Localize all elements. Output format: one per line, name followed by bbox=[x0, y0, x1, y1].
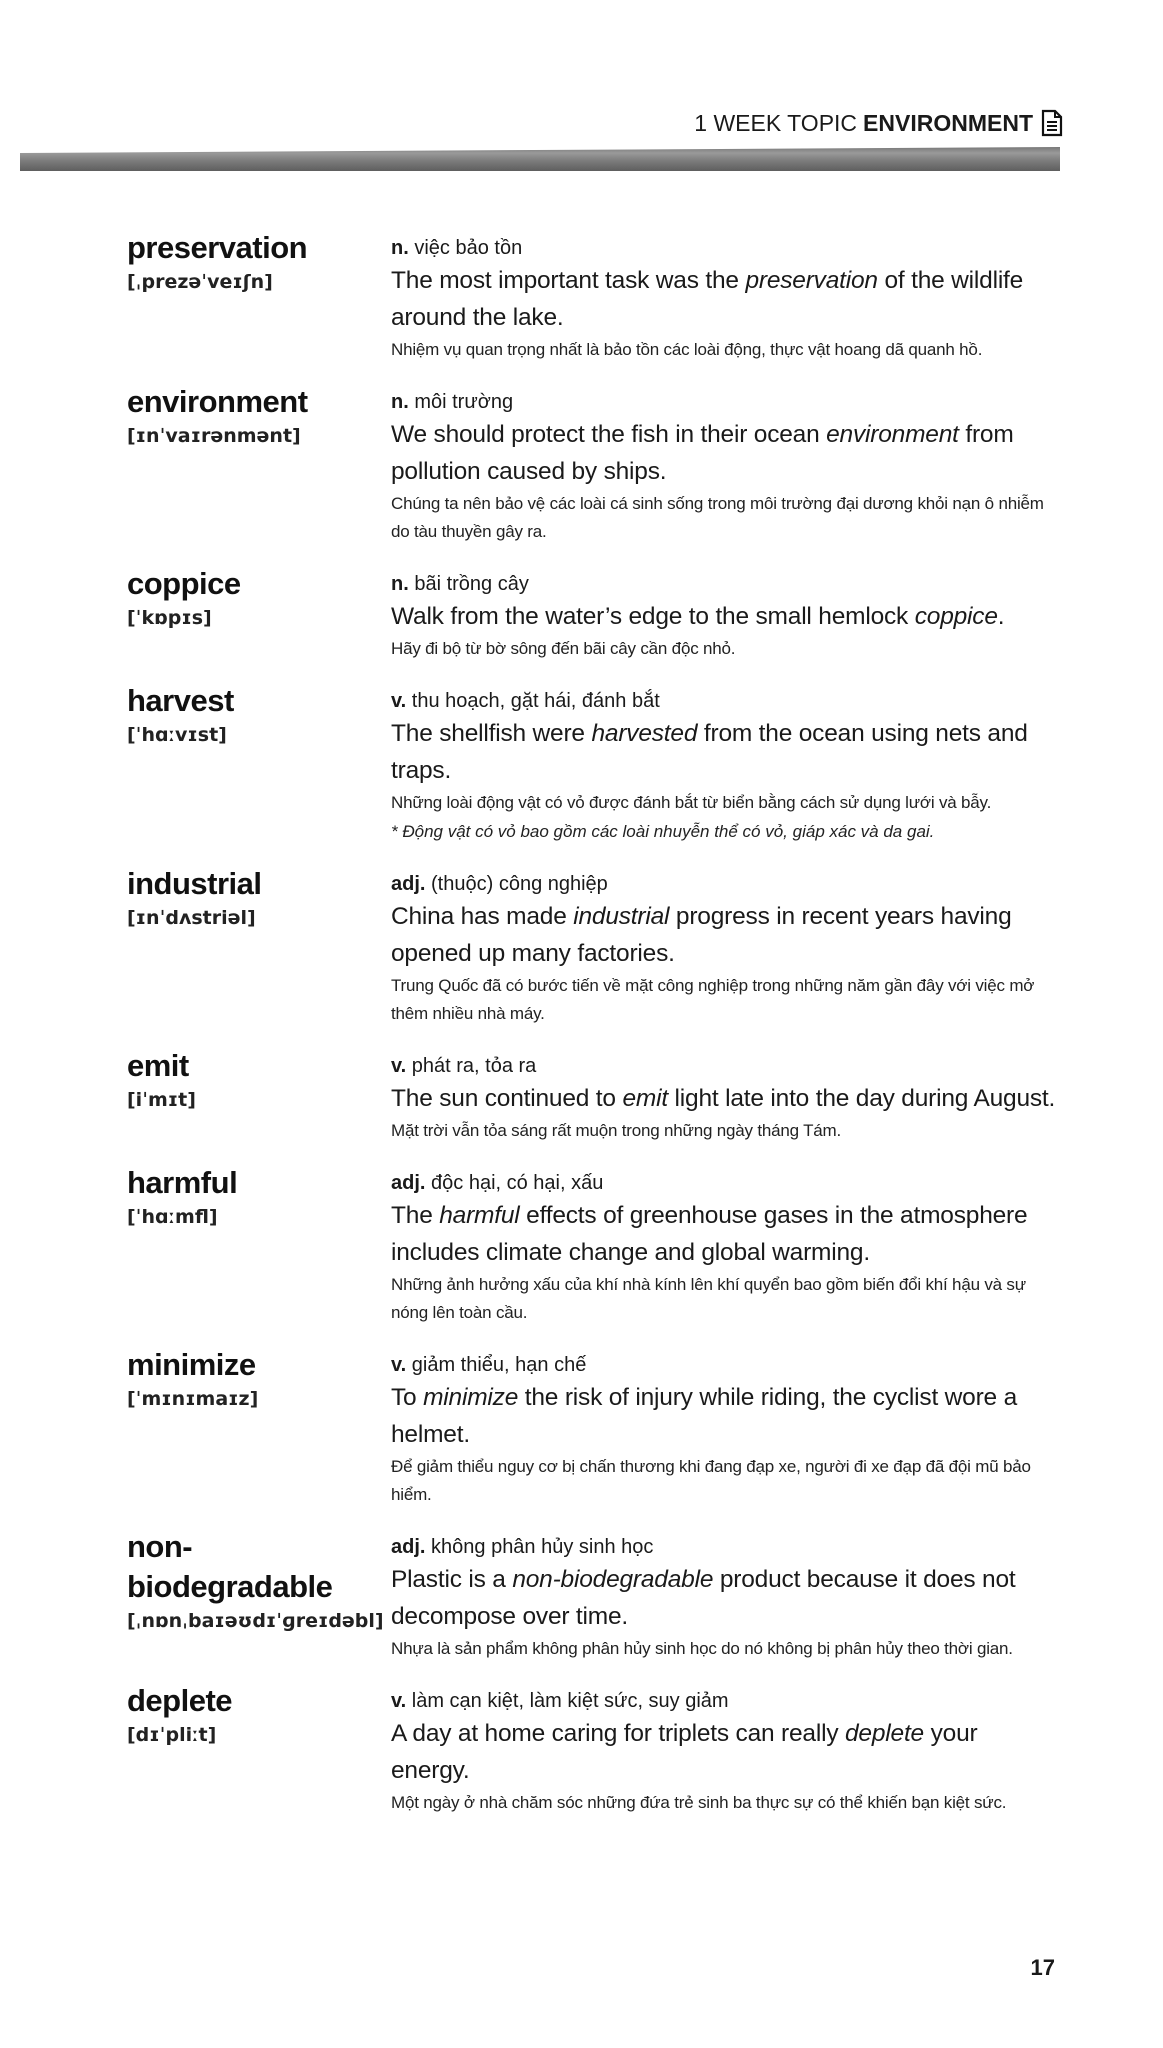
vocab-pronunciation: [iˈmɪt] bbox=[127, 1089, 196, 1111]
vocab-entry bbox=[127, 864, 1062, 1028]
vocab-meaning: giảm thiểu, hạn chế bbox=[411, 1354, 587, 1376]
example-translation: Trung Quốc đã có bước tiến về mặt công nghiệp trong những năm gần đây với việc mở thêm nhiều nhà máy. bbox=[391, 976, 1035, 1023]
vocabulary-list bbox=[127, 228, 1062, 1835]
vocab-word: deplete bbox=[127, 1683, 233, 1718]
example-sentence bbox=[391, 1080, 1062, 1117]
example-sentence bbox=[391, 715, 1062, 789]
vocab-meaning: thu hoạch, gặt hái, đánh bắt bbox=[411, 690, 660, 712]
vocab-pronunciation: [ˈhɑːvɪst] bbox=[127, 724, 227, 746]
example-sentence bbox=[391, 1379, 1062, 1453]
page-number: 17 bbox=[1030, 1955, 1055, 1980]
vocab-word: harmful bbox=[127, 1165, 238, 1200]
example-translation: Chúng ta nên bảo vệ các loài cá sinh sống trong môi trường đại dương khỏi nạn ô nhiễm do tàu thuyền gây ra. bbox=[391, 494, 1044, 541]
example-sentence bbox=[391, 1197, 1062, 1271]
part-of-speech: n. bbox=[391, 391, 409, 413]
document-icon bbox=[1041, 109, 1063, 137]
vocab-pronunciation: [ɪnˈvaɪrənmənt] bbox=[127, 425, 301, 447]
example-keyword: deplete bbox=[845, 1720, 924, 1747]
page-header bbox=[694, 103, 1063, 143]
part-of-speech: v. bbox=[391, 1055, 407, 1077]
vocab-definition bbox=[391, 1169, 1062, 1197]
vocab-pronunciation: [ˈmɪnɪmaɪz] bbox=[127, 1388, 259, 1410]
example-sentence bbox=[391, 1715, 1062, 1789]
vocab-entry bbox=[127, 1681, 1062, 1817]
example-text: Walk from the water’s edge to the small hemlock bbox=[391, 603, 915, 630]
vocab-meaning: độc hại, có hại, xấu bbox=[431, 1172, 604, 1194]
example-sentence bbox=[391, 898, 1062, 972]
part-of-speech: n. bbox=[391, 237, 409, 259]
vocab-entry bbox=[127, 228, 1062, 364]
example-text: A day at home caring for triplets can really bbox=[391, 1720, 845, 1747]
vocab-entry bbox=[127, 382, 1062, 546]
vocab-entry bbox=[127, 1046, 1062, 1145]
example-translation: Mặt trời vẫn tỏa sáng rất muộn trong những ngày tháng Tám. bbox=[391, 1121, 842, 1140]
example-translation: Nhựa là sản phẩm không phân hủy sinh học do nó không bị phân hủy theo thời gian. bbox=[391, 1639, 1013, 1658]
vocab-word: preservation bbox=[127, 230, 308, 265]
vocab-pronunciation: [dɪˈpliːt] bbox=[127, 1724, 217, 1746]
example-keyword: industrial bbox=[573, 903, 670, 930]
example-keyword: preservation bbox=[745, 267, 878, 294]
vocab-entry bbox=[127, 681, 1062, 847]
vocab-definition bbox=[391, 870, 1062, 898]
example-text: To bbox=[391, 1384, 424, 1411]
example-text: product because it does not decompose over time. bbox=[391, 1566, 1016, 1630]
example-text: The most important task was the bbox=[391, 267, 746, 294]
example-text: the risk of injury while riding, the cyclist wore a helmet. bbox=[391, 1384, 1018, 1448]
vocab-pronunciation: [ˈhɑːmfl] bbox=[127, 1206, 218, 1228]
vocab-definition bbox=[391, 1351, 1062, 1379]
vocab-pronunciation: [ɪnˈdʌstriəl] bbox=[127, 907, 256, 929]
example-translation: Để giảm thiểu nguy cơ bị chấn thương khi đang đạp xe, người đi xe đạp đã đội mũ bảo hiểm. bbox=[391, 1457, 1031, 1504]
vocab-pronunciation: [ˈkɒpɪs] bbox=[127, 607, 212, 629]
example-text: light late into the day during August. bbox=[667, 1085, 1056, 1112]
vocab-meaning: việc bảo tồn bbox=[414, 237, 523, 259]
vocab-meaning: làm cạn kiệt, làm kiệt sức, suy giảm bbox=[411, 1690, 729, 1712]
example-text: your energy. bbox=[391, 1720, 978, 1784]
vocab-meaning: phát ra, tỏa ra bbox=[411, 1055, 537, 1077]
vocab-meaning: (thuộc) công nghiệp bbox=[431, 873, 608, 895]
vocab-word: coppice bbox=[127, 566, 241, 601]
vocab-definition bbox=[391, 1687, 1062, 1715]
example-translation: Nhiệm vụ quan trọng nhất là bảo tồn các loài động, thực vật hoang dã quanh hồ. bbox=[391, 340, 983, 359]
vocab-word: environment bbox=[127, 384, 308, 419]
vocab-word: minimize bbox=[127, 1347, 256, 1382]
example-sentence bbox=[391, 598, 1062, 635]
example-translation: Những ảnh hưởng xấu của khí nhà kính lên khí quyển bao gồm biến đổi khí hậu và sự nóng lên toàn cầu. bbox=[391, 1275, 1026, 1322]
example-text: Plastic is a bbox=[391, 1566, 513, 1593]
vocab-definition bbox=[391, 1052, 1062, 1080]
header-topic: ENVIRONMENT bbox=[863, 109, 1033, 136]
vocab-definition bbox=[391, 388, 1062, 416]
example-text: progress in recent years having opened up many factories. bbox=[391, 903, 1012, 967]
example-text: China has made bbox=[391, 903, 574, 930]
vocab-definition bbox=[391, 570, 1062, 598]
vocab-word: harvest bbox=[127, 683, 234, 718]
example-sentence bbox=[391, 262, 1062, 336]
example-translation: Những loài động vật có vỏ được đánh bắt từ biển bằng cách sử dụng lưới và bẫy. bbox=[391, 793, 992, 812]
part-of-speech: adj. bbox=[391, 1172, 426, 1194]
example-translation: Một ngày ở nhà chăm sóc những đứa trẻ sinh ba thực sự có thể khiến bạn kiệt sức. bbox=[391, 1793, 1007, 1812]
example-keyword: coppice bbox=[914, 603, 998, 630]
vocab-meaning: môi trường bbox=[414, 391, 514, 413]
example-text: We should protect the fish in their ocean bbox=[391, 421, 827, 448]
example-text: The bbox=[391, 1202, 440, 1229]
vocab-word: emit bbox=[127, 1048, 189, 1083]
example-keyword: non-biodegradable bbox=[512, 1566, 714, 1593]
vocab-pronunciation: [ˌnɒnˌbaɪəʊdɪˈɡreɪdəbl] bbox=[127, 1610, 384, 1632]
vocab-entry bbox=[127, 1527, 1062, 1663]
vocab-word: non-biodegradable bbox=[127, 1529, 333, 1604]
example-keyword: harmful bbox=[439, 1202, 520, 1229]
vocab-definition bbox=[391, 1533, 1062, 1561]
part-of-speech: n. bbox=[391, 573, 409, 595]
example-sentence bbox=[391, 416, 1062, 490]
vocab-entry bbox=[127, 564, 1062, 663]
header-divider-band bbox=[20, 147, 1060, 171]
vocab-entry bbox=[127, 1163, 1062, 1327]
vocab-pronunciation: [ˌprezəˈveɪʃn] bbox=[127, 271, 273, 293]
example-text: from the ocean using nets and traps. bbox=[391, 720, 1028, 784]
example-text: The sun continued to bbox=[391, 1085, 623, 1112]
example-text: from pollution caused by ships. bbox=[391, 421, 1014, 485]
example-sentence bbox=[391, 1561, 1062, 1635]
part-of-speech: adj. bbox=[391, 1536, 426, 1558]
part-of-speech: v. bbox=[391, 1354, 407, 1376]
example-translation: Hãy đi bộ từ bờ sông đến bãi cây cần độc nhỏ. bbox=[391, 639, 736, 658]
example-keyword: emit bbox=[622, 1085, 668, 1112]
example-text: The shellfish were bbox=[391, 720, 592, 747]
vocab-meaning: không phân hủy sinh học bbox=[431, 1536, 654, 1558]
part-of-speech: v. bbox=[391, 1690, 407, 1712]
example-keyword: minimize bbox=[423, 1384, 519, 1411]
vocab-entry bbox=[127, 1345, 1062, 1509]
header-week-label: 1 WEEK TOPIC bbox=[694, 109, 858, 136]
usage-note: * Động vật có vỏ bao gồm các loài nhuyễn thể có vỏ, giáp xác và da gai. bbox=[391, 822, 935, 841]
example-keyword: environment bbox=[826, 421, 959, 448]
example-keyword: harvested bbox=[591, 720, 698, 747]
vocab-definition bbox=[391, 687, 1062, 715]
vocab-definition bbox=[391, 234, 1062, 262]
example-text: effects of greenhouse gases in the atmosphere includes climate change and global warming. bbox=[391, 1202, 1028, 1266]
part-of-speech: adj. bbox=[391, 873, 426, 895]
part-of-speech: v. bbox=[391, 690, 407, 712]
example-text: . bbox=[997, 603, 1005, 630]
vocab-meaning: bãi trồng cây bbox=[414, 573, 529, 595]
vocab-word: industrial bbox=[127, 866, 262, 901]
example-text: of the wildlife around the lake. bbox=[391, 267, 1024, 331]
